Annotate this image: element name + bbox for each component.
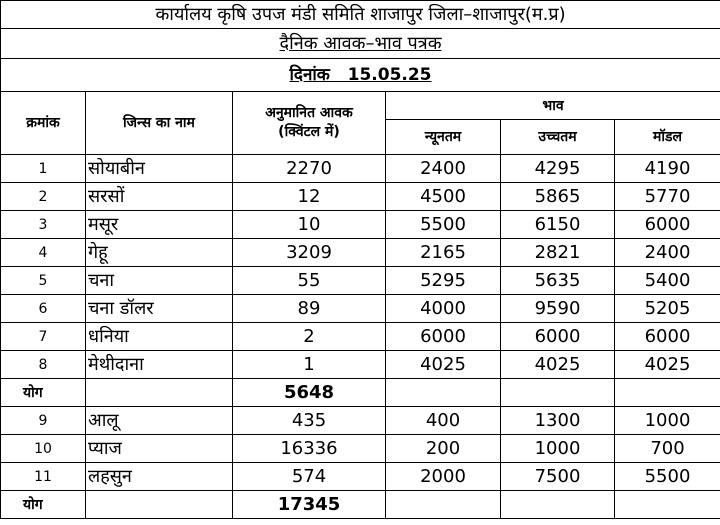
cell-modal-price: 700 xyxy=(615,435,720,463)
cell-max-price: 1300 xyxy=(501,407,615,435)
cell-arrival: 574 xyxy=(233,463,386,491)
cell-commodity-name: आलू xyxy=(86,407,233,435)
empty-cell xyxy=(386,379,501,407)
empty-cell xyxy=(86,491,233,519)
cell-max-price: 4295 xyxy=(501,155,615,183)
cell-arrival: 2 xyxy=(233,323,386,351)
cell-min-price: 200 xyxy=(386,435,501,463)
cell-arrival: 435 xyxy=(233,407,386,435)
cell-sno: 10 xyxy=(1,435,86,463)
cell-arrival: 3209 xyxy=(233,239,386,267)
cell-sno: 5 xyxy=(1,267,86,295)
total-row xyxy=(1,379,720,407)
cell-sno: 1 xyxy=(1,155,86,183)
table-row xyxy=(1,435,720,463)
table-row xyxy=(1,407,720,435)
table-row xyxy=(1,211,720,239)
cell-modal-price: 5400 xyxy=(615,267,720,295)
cell-modal-price: 5205 xyxy=(615,295,720,323)
cell-sno: 11 xyxy=(1,463,86,491)
cell-min-price: 400 xyxy=(386,407,501,435)
cell-commodity-name: चना xyxy=(86,267,233,295)
cell-max-price: 5635 xyxy=(501,267,615,295)
cell-modal-price: 1000 xyxy=(615,407,720,435)
cell-min-price: 6000 xyxy=(386,323,501,351)
table-row xyxy=(1,239,720,267)
report-date xyxy=(1,59,720,92)
cell-sno: 8 xyxy=(1,351,86,379)
cell-max-price: 7500 xyxy=(501,463,615,491)
cell-sno: 7 xyxy=(1,323,86,351)
cell-arrival: 16336 xyxy=(233,435,386,463)
col-header-name: जिन्स का नाम xyxy=(86,92,233,155)
total-label: योग xyxy=(1,379,86,407)
cell-arrival: 2270 xyxy=(233,155,386,183)
cell-sno: 2 xyxy=(1,183,86,211)
col-header-min: न्यूनतम xyxy=(386,120,501,155)
table-row xyxy=(1,155,720,183)
cell-min-price: 4500 xyxy=(386,183,501,211)
cell-min-price: 2000 xyxy=(386,463,501,491)
cell-commodity-name: सोयाबीन xyxy=(86,155,233,183)
cell-sno: 9 xyxy=(1,407,86,435)
col-header-modal: मॉडल xyxy=(615,120,720,155)
cell-min-price: 4025 xyxy=(386,351,501,379)
cell-max-price: 1000 xyxy=(501,435,615,463)
cell-modal-price: 5500 xyxy=(615,463,720,491)
empty-cell xyxy=(615,379,720,407)
cell-max-price: 5865 xyxy=(501,183,615,211)
empty-cell xyxy=(501,379,615,407)
date-value: 15.05.25 xyxy=(347,64,432,85)
empty-cell xyxy=(386,491,501,519)
cell-commodity-name: चना डॉलर xyxy=(86,295,233,323)
cell-commodity-name: सरसों xyxy=(86,183,233,211)
cell-min-price: 2165 xyxy=(386,239,501,267)
cell-max-price: 6000 xyxy=(501,323,615,351)
cell-modal-price: 4025 xyxy=(615,351,720,379)
cell-max-price: 6150 xyxy=(501,211,615,239)
total-label: योग xyxy=(1,491,86,519)
table-row xyxy=(1,295,720,323)
col-header-arrival-line2: (क्विंटल में) xyxy=(278,124,340,140)
table-row xyxy=(1,351,720,379)
cell-max-price: 4025 xyxy=(501,351,615,379)
cell-min-price: 2400 xyxy=(386,155,501,183)
table-row xyxy=(1,267,720,295)
cell-arrival: 89 xyxy=(233,295,386,323)
cell-arrival: 1 xyxy=(233,351,386,379)
cell-modal-price: 6000 xyxy=(615,211,720,239)
col-header-sno: क्रमांक xyxy=(1,92,86,155)
total-arrival: 5648 xyxy=(233,379,386,407)
table-row xyxy=(1,183,720,211)
cell-commodity-name: गेहू xyxy=(86,239,233,267)
empty-cell xyxy=(86,379,233,407)
col-header-max: उच्चतम xyxy=(501,120,615,155)
empty-cell xyxy=(615,491,720,519)
cell-sno: 3 xyxy=(1,211,86,239)
table-row xyxy=(1,463,720,491)
empty-cell xyxy=(501,491,615,519)
cell-min-price: 4000 xyxy=(386,295,501,323)
cell-commodity-name: मसूर xyxy=(86,211,233,239)
cell-commodity-name: प्याज xyxy=(86,435,233,463)
cell-modal-price: 6000 xyxy=(615,323,720,351)
date-label: दिनांक xyxy=(289,64,330,85)
cell-modal-price: 5770 xyxy=(615,183,720,211)
col-header-arrival-line1: अनुमानित आवक xyxy=(265,105,353,122)
col-header-price: भाव xyxy=(386,92,720,120)
cell-modal-price: 2400 xyxy=(615,239,720,267)
cell-min-price: 5500 xyxy=(386,211,501,239)
cell-max-price: 9590 xyxy=(501,295,615,323)
col-header-arrival xyxy=(233,92,386,155)
cell-arrival: 12 xyxy=(233,183,386,211)
cell-sno: 4 xyxy=(1,239,86,267)
cell-commodity-name: मेथीदाना xyxy=(86,351,233,379)
total-row xyxy=(1,491,720,519)
cell-arrival: 10 xyxy=(233,211,386,239)
report-title: दैनिक आवक–भाव पत्रक xyxy=(1,29,720,59)
cell-min-price: 5295 xyxy=(386,267,501,295)
table-row xyxy=(1,323,720,351)
cell-arrival: 55 xyxy=(233,267,386,295)
cell-sno: 6 xyxy=(1,295,86,323)
cell-commodity-name: लहसुन xyxy=(86,463,233,491)
cell-modal-price: 4190 xyxy=(615,155,720,183)
office-title: कार्यालय कृषि उपज मंडी समिति शाजापुर जिला–शाजापुर(म.प्र) xyxy=(1,1,720,29)
cell-max-price: 2821 xyxy=(501,239,615,267)
cell-commodity-name: धनिया xyxy=(86,323,233,351)
total-arrival: 17345 xyxy=(233,491,386,519)
